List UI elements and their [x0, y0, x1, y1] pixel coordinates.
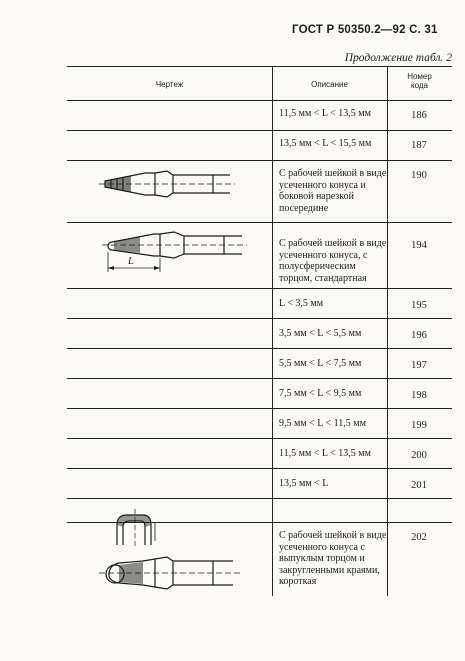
row-divider	[67, 408, 452, 409]
column-header-description: Описание	[311, 80, 348, 89]
row-divider	[67, 468, 452, 469]
row-code: 200	[411, 450, 427, 461]
row-divider	[67, 438, 452, 439]
conical-neck-side-cut-icon	[95, 165, 265, 205]
row-divider	[67, 498, 452, 499]
table-column-divider	[272, 66, 273, 596]
row-divider	[67, 378, 452, 379]
row-description: 9,5 мм < L < 11,5 мм	[279, 418, 366, 429]
row-description: 11,5 мм < L < 13,5 мм	[279, 448, 371, 459]
row-description: 13,5 мм < L < 15,5 мм	[279, 138, 372, 149]
row-description: 5,5 мм < L < 7,5 мм	[279, 358, 362, 369]
row-code: 202	[411, 532, 427, 543]
page-header: ГОСТ Р 50350.2—92 С. 31	[292, 24, 438, 36]
conical-neck-convex-end-icon	[95, 505, 270, 597]
row-code: 196	[411, 330, 427, 341]
row-divider	[67, 288, 452, 289]
row-description: 7,5 мм < L < 9,5 мм	[279, 388, 362, 399]
column-header-code: Номер кода	[407, 72, 432, 90]
row-code: 195	[411, 300, 427, 311]
row-description: 13,5 мм < L	[279, 478, 329, 489]
row-divider	[67, 160, 452, 161]
row-description: L < 3,5 мм	[279, 298, 324, 309]
row-divider	[67, 222, 452, 223]
row-code: 190	[411, 170, 427, 181]
row-code: 198	[411, 390, 427, 401]
conical-neck-hemispherical-end-icon	[92, 228, 267, 276]
row-divider	[67, 348, 452, 349]
row-code: 186	[411, 110, 427, 121]
column-header-drawing: Чертеж	[155, 80, 184, 89]
dimension-label: L	[128, 256, 134, 267]
row-description: С рабочей шейкой в виде усеченного конуса, с полусферическим торцом, стандартная	[279, 238, 387, 284]
row-code: 194	[411, 240, 427, 251]
row-description: 3,5 мм < L < 5,5 мм	[279, 328, 362, 339]
row-description: С рабочей шейкой в виде усеченного конуса с выпуклым торцом и закругленными краями, короткая	[279, 530, 387, 587]
table-top-border	[67, 66, 452, 67]
row-description: 11,5 мм < L < 13,5 мм	[279, 108, 371, 119]
row-code: 201	[411, 480, 427, 491]
row-divider	[67, 130, 452, 131]
row-divider	[67, 318, 452, 319]
table-header-border	[67, 100, 452, 101]
row-code: 197	[411, 360, 427, 371]
row-code: 187	[411, 140, 427, 151]
row-code: 199	[411, 420, 427, 431]
row-description: С рабочей шейкой в виде усеченного конуса и боковой нарезкой посередине	[279, 168, 387, 214]
table-continuation-label: Продолжение табл. 2	[344, 52, 452, 64]
